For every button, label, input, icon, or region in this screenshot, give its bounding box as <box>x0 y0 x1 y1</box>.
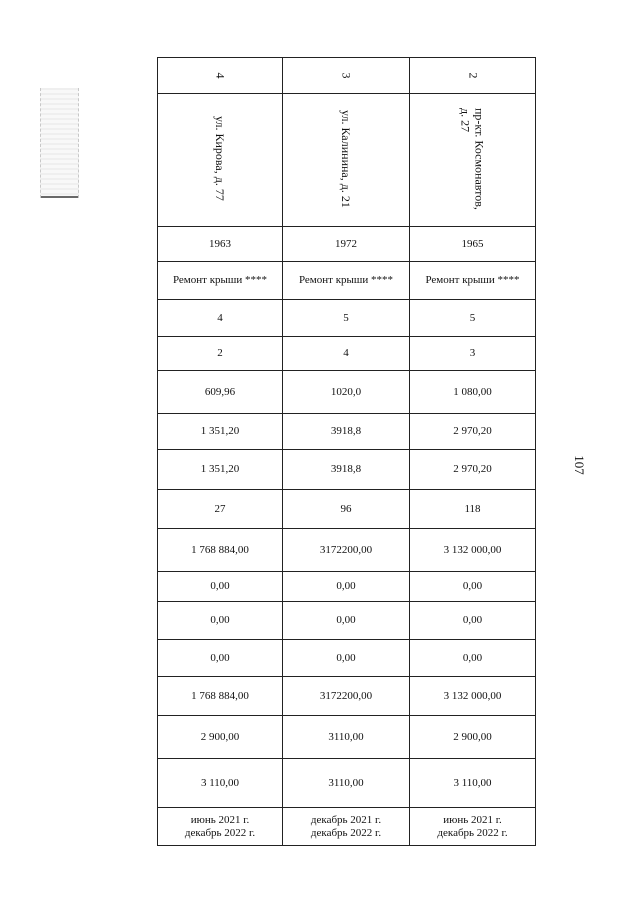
cell-value: 2 970,20 <box>453 425 492 437</box>
cell-value: 118 <box>464 502 481 515</box>
table-cell <box>283 262 410 300</box>
table-cell <box>158 529 283 572</box>
cell-value: 0,00 <box>210 580 230 592</box>
table-cell <box>410 94 536 227</box>
data-table <box>157 57 536 846</box>
table-cell <box>283 490 410 529</box>
cell-value: 3 110,00 <box>200 776 240 789</box>
table-cell <box>410 716 536 759</box>
cell-value: 0,00 <box>210 651 230 664</box>
table-cell <box>283 640 410 677</box>
table-cell <box>410 450 536 490</box>
cell-value: 0,00 <box>336 614 356 626</box>
table-cell <box>158 808 283 846</box>
cell-value: 96 <box>340 502 352 515</box>
table-row <box>158 300 536 337</box>
table-row <box>158 227 536 262</box>
table-cell <box>283 602 410 640</box>
table-cell <box>158 450 283 490</box>
cell-value: 1020,0 <box>330 385 362 398</box>
table-cell <box>283 58 410 94</box>
table-row <box>158 716 536 759</box>
table-cell <box>410 602 536 640</box>
table-cell <box>410 529 536 572</box>
cell-value: 27 <box>214 502 226 515</box>
cell-value: 5 <box>469 311 476 324</box>
cell-value: 1 080,00 <box>453 385 492 398</box>
cell-value: 1 351,20 <box>200 425 240 437</box>
cell-value: июнь 2021 г. декабрь 2022 г. <box>184 813 256 839</box>
column-number: 3 <box>339 72 354 79</box>
table-cell <box>283 371 410 414</box>
table-cell <box>410 759 536 808</box>
cell-value: Ремонт крыши **** <box>425 274 520 286</box>
table-cell <box>410 337 536 371</box>
column-number-row <box>158 58 536 94</box>
table-cell <box>283 300 410 337</box>
table-cell <box>158 572 283 602</box>
cell-value: 0,00 <box>462 651 483 664</box>
cell-value: 1 768 884,00 <box>191 543 249 556</box>
table-cell <box>158 227 283 262</box>
table-row <box>158 640 536 677</box>
table-row <box>158 414 536 450</box>
cell-value: 5 <box>343 311 349 324</box>
table-cell <box>158 300 283 337</box>
table-cell <box>158 677 283 716</box>
cell-value: 3 110,00 <box>453 776 492 789</box>
cell-value: 609,96 <box>204 385 236 398</box>
table-cell <box>410 414 536 450</box>
table-cell <box>283 414 410 450</box>
address-text: ул. Калинина, д. 21 <box>339 109 353 208</box>
cell-value: 1 768 884,00 <box>191 689 249 702</box>
cell-value: Ремонт крыши **** <box>172 274 268 286</box>
table-row <box>158 808 536 846</box>
column-number: 4 <box>213 72 228 79</box>
cell-value: 4 <box>217 311 223 324</box>
cell-value: 0,00 <box>336 651 356 664</box>
table-cell <box>283 94 410 227</box>
cell-value: 4 <box>343 347 349 359</box>
address-text: пр-кт. Космонавтов, д. 27 <box>458 107 487 210</box>
table-cell <box>283 337 410 371</box>
column-number: 2 <box>466 72 480 79</box>
table-cell <box>283 529 410 572</box>
table-cell <box>283 716 410 759</box>
page-number: 107 <box>572 455 587 475</box>
cell-value: 0,00 <box>462 614 483 626</box>
table-cell <box>158 94 283 227</box>
cell-value: 3172200,00 <box>319 543 373 556</box>
cell-value: 1963 <box>209 237 231 250</box>
stamp-mark <box>40 88 79 198</box>
address-row <box>158 94 536 227</box>
table-cell <box>410 572 536 602</box>
cell-value: 3110,00 <box>328 730 364 743</box>
table-cell <box>410 58 536 94</box>
cell-value: Ремонт крыши **** <box>298 274 394 286</box>
table-cell <box>283 450 410 490</box>
cell-value: 3172200,00 <box>319 689 373 702</box>
cell-value: 3110,00 <box>328 776 364 789</box>
cell-value: декабрь 2021 г. декабрь 2022 г. <box>310 813 382 839</box>
cell-value: 3918,8 <box>330 463 362 475</box>
cell-value: 0,00 <box>462 580 483 592</box>
table-cell <box>158 58 283 94</box>
cell-value: 0,00 <box>336 580 356 592</box>
table-cell <box>158 414 283 450</box>
table-cell <box>283 808 410 846</box>
table-row <box>158 529 536 572</box>
table-row <box>158 677 536 716</box>
table-cell <box>410 227 536 262</box>
cell-value: 2 900,00 <box>200 730 240 743</box>
cell-value: 3 132 000,00 <box>443 543 502 556</box>
cell-value: 2 900,00 <box>453 730 492 743</box>
table-cell <box>410 640 536 677</box>
table-row <box>158 337 536 371</box>
table-cell <box>283 227 410 262</box>
table-cell <box>158 716 283 759</box>
table-cell <box>158 490 283 529</box>
address-text: ул. Кирова, д. 77 <box>213 116 227 201</box>
cell-value: 2 <box>217 347 223 359</box>
table-cell <box>158 759 283 808</box>
table-cell <box>410 677 536 716</box>
table-cell <box>158 602 283 640</box>
table-row <box>158 602 536 640</box>
table-cell <box>410 262 536 300</box>
table-cell <box>158 371 283 414</box>
table-cell <box>283 677 410 716</box>
table-cell <box>283 759 410 808</box>
cell-value: 0,00 <box>210 614 230 626</box>
table-cell <box>410 300 536 337</box>
table-row <box>158 371 536 414</box>
cell-value: 3918,8 <box>330 425 362 437</box>
table-cell <box>410 808 536 846</box>
table-cell <box>158 337 283 371</box>
table-row <box>158 759 536 808</box>
table-row <box>158 572 536 602</box>
table-row <box>158 490 536 529</box>
cell-value: 1972 <box>335 237 357 250</box>
table-row <box>158 262 536 300</box>
cell-value: 3 <box>469 347 476 359</box>
table-cell <box>158 262 283 300</box>
table-cell <box>410 371 536 414</box>
table-cell <box>158 640 283 677</box>
cell-value: 1965 <box>461 237 484 250</box>
table-cell <box>410 490 536 529</box>
table-row <box>158 450 536 490</box>
cell-value: июнь 2021 г. декабрь 2022 г. <box>437 813 508 839</box>
cell-value: 2 970,20 <box>453 463 492 475</box>
cell-value: 1 351,20 <box>200 463 240 475</box>
cell-value: 3 132 000,00 <box>443 689 502 702</box>
table-cell <box>283 572 410 602</box>
